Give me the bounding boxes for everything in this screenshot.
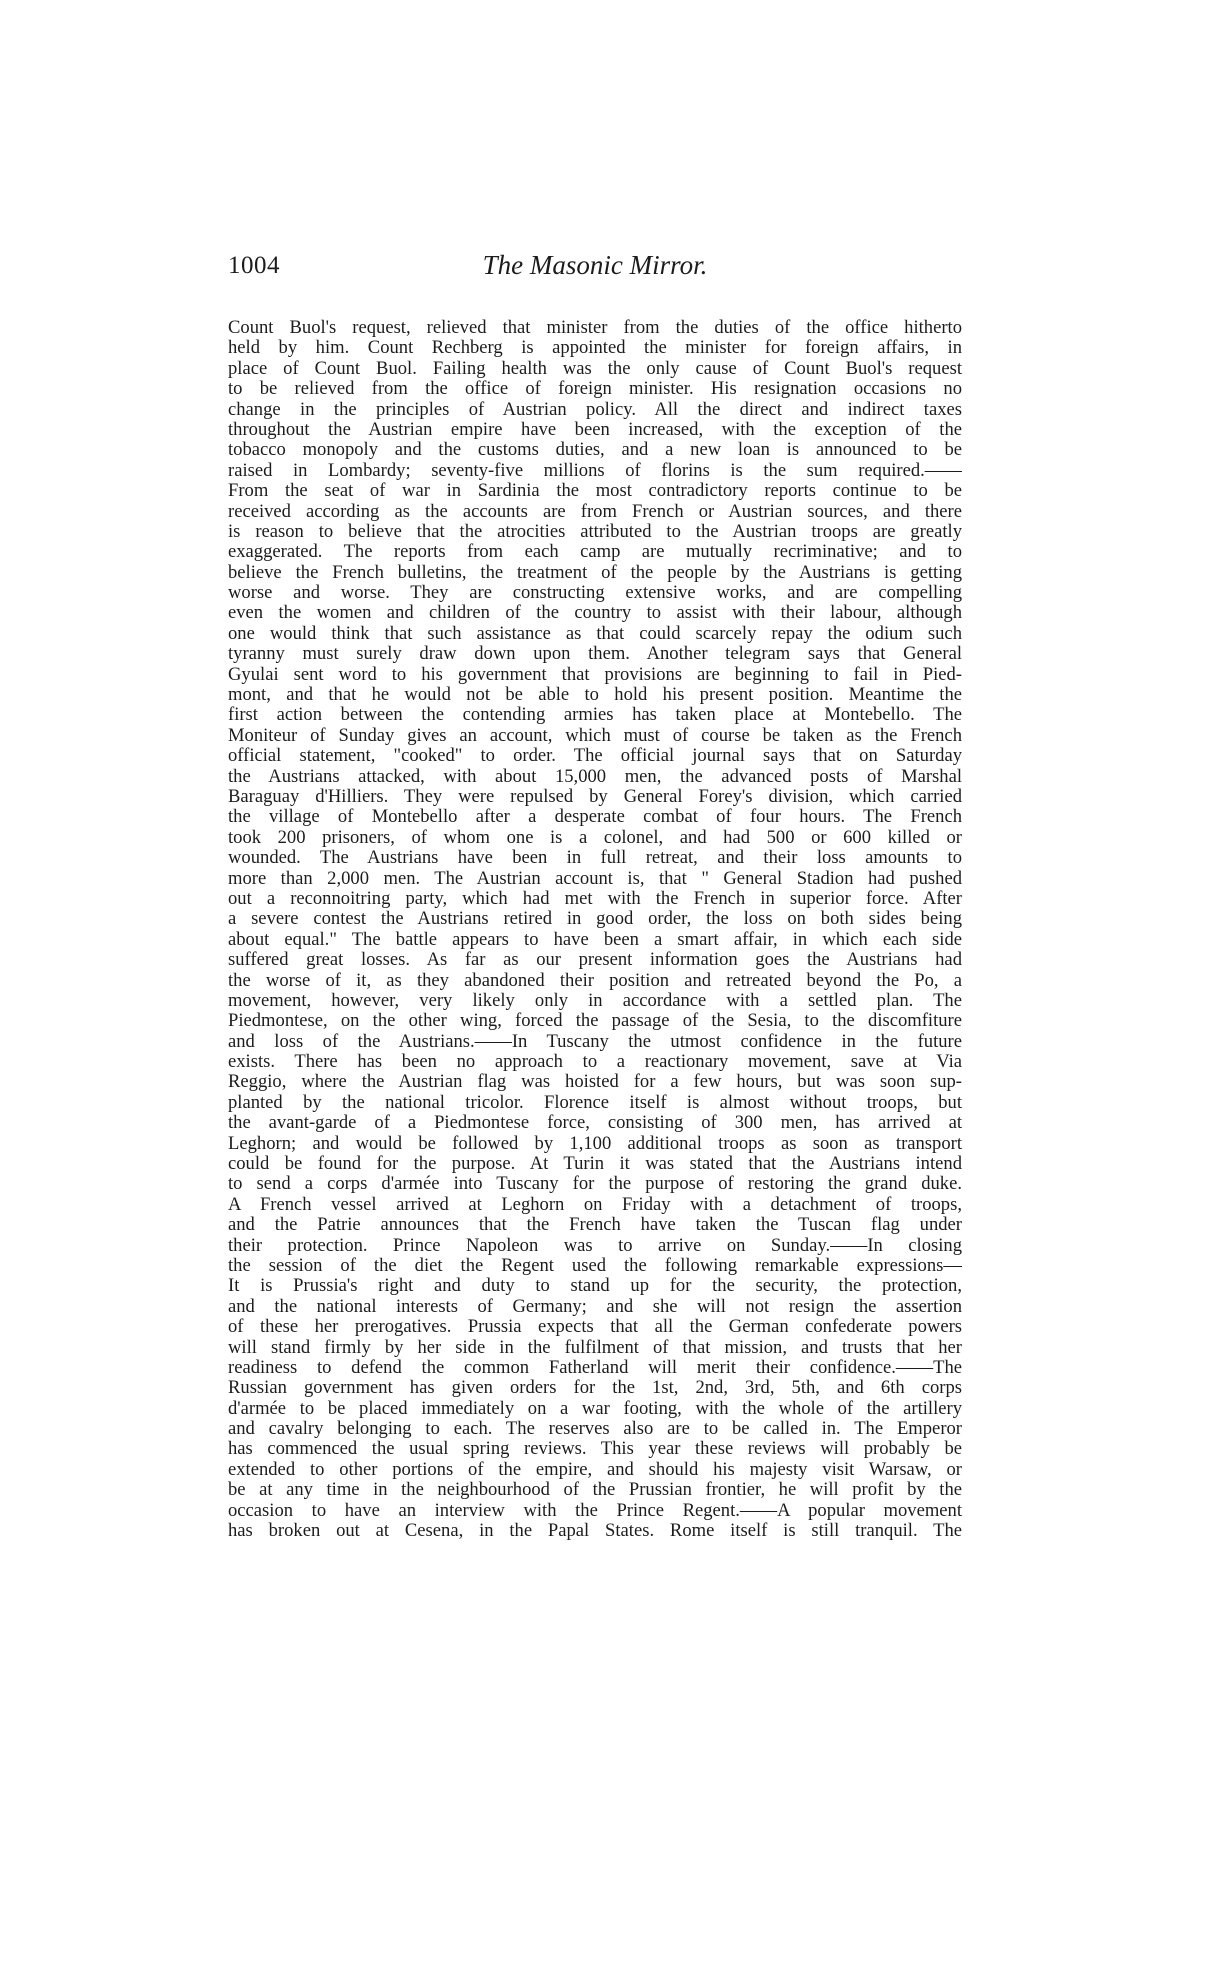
text-line: A French vessel arrived at Leghorn on Friday with a detachment of troops, <box>228 1193 962 1215</box>
text-line: a severe contest the Austrians retired in good order, the loss on both sides being <box>228 908 962 930</box>
text-line: of these her prerogatives. Prussia expects that all the German confederate powers <box>228 1316 962 1338</box>
text-line: mont, and that he would not be able to hold his present position. Meantime the <box>228 684 962 706</box>
text-line: extended to other portions of the empire, and should his majesty visit Warsaw, or <box>228 1458 962 1480</box>
text-line: out a reconnoitring party, which had met with the French in superior force. After <box>228 887 962 909</box>
text-line: Russian government has given orders for the 1st, 2nd, 3rd, 5th, and 6th corps <box>228 1377 962 1399</box>
text-line: throughout the Austrian empire have been increased, with the exception of the <box>228 418 962 440</box>
text-line: to send a corps d'armée into Tuscany for the purpose of restoring the grand duke. <box>228 1173 962 1195</box>
text-line: took 200 prisoners, of whom one is a colonel, and had 500 or 600 killed or <box>228 826 962 848</box>
text-line: to be relieved from the office of foreign minister. His resignation occasions no <box>228 378 962 400</box>
text-line: Baraguay d'Hilliers. They were repulsed by General Forey's division, which carried <box>228 785 962 807</box>
text-line: has broken out at Cesena, in the Papal States. Rome itself is still tranquil. The <box>228 1520 962 1542</box>
text-line: more than 2,000 men. The Austrian account is, that " General Stadion had pushed <box>228 867 962 889</box>
text-line: and the Patrie announces that the French have taken the Tuscan flag under <box>228 1214 962 1236</box>
body-text <box>228 318 962 1918</box>
text-line: Count Buol's request, relieved that minister from the duties of the office hitherto <box>228 318 962 338</box>
text-line: even the women and children of the country to assist with their labour, although <box>228 602 962 624</box>
text-line: place of Count Buol. Failing health was the only cause of Count Buol's request <box>228 357 962 379</box>
text-line: tyranny must surely draw down upon them. Another telegram says that General <box>228 643 962 665</box>
text-line: be at any time in the neighbourhood of the Prussian frontier, he will profit by the <box>228 1479 962 1501</box>
text-line: From the seat of war in Sardinia the most contradictory reports continue to be <box>228 480 962 502</box>
text-line: first action between the contending armies has taken place at Montebello. The <box>228 704 962 726</box>
page-number: 1004 <box>228 252 280 279</box>
text-line: worse and worse. They are constructing extensive works, and are compelling <box>228 582 962 604</box>
running-title: The Masonic Mirror. <box>482 250 708 280</box>
text-line: the village of Montebello after a desperate combat of four hours. The French <box>228 806 962 828</box>
text-line: occasion to have an interview with the Prince Regent.——A popular movement <box>228 1499 962 1521</box>
text-line: and cavalry belonging to each. The reserves also are to be called in. The Emperor <box>228 1418 962 1440</box>
text-line: one would think that such assistance as that could scarcely repay the odium such <box>228 622 962 644</box>
text-line: Piedmontese, on the other wing, forced the passage of the Sesia, to the discomfiture <box>228 1010 962 1032</box>
page-header <box>228 248 962 288</box>
text-line: is reason to believe that the atrocities attributed to the Austrian troops are greatly <box>228 520 962 542</box>
text-line: readiness to defend the common Fatherland will merit their confidence.——The <box>228 1356 962 1378</box>
text-line: movement, however, very likely only in accordance with a settled plan. The <box>228 989 962 1011</box>
text-line: tobacco monopoly and the customs duties, and a new loan is announced to be <box>228 439 962 461</box>
text-line: d'armée to be placed immediately on a war footing, with the whole of the artillery <box>228 1397 962 1419</box>
text-line: the Austrians attacked, with about 15,000 men, the advanced posts of Marshal <box>228 765 962 787</box>
text-line: has commenced the usual spring reviews. This year these reviews will probably be <box>228 1438 962 1460</box>
text-line: their protection. Prince Napoleon was to arrive on Sunday.——In closing <box>228 1234 962 1256</box>
text-line: will stand firmly by her side in the fulfilment of that mission, and trusts that her <box>228 1336 962 1358</box>
text-line: received according as the accounts are from French or Austrian sources, and there <box>228 500 962 522</box>
text-line: held by him. Count Rechberg is appointed the minister for foreign affairs, in <box>228 337 962 359</box>
text-line: the session of the diet the Regent used the following remarkable expressions— <box>228 1254 962 1276</box>
text-line: exists. There has been no approach to a reactionary movement, save at Via <box>228 1051 962 1073</box>
text-line: exaggerated. The reports from each camp are mutually recriminative; and to <box>228 541 962 563</box>
text-line: It is Prussia's right and duty to stand up for the security, the protection, <box>228 1275 962 1297</box>
text-line: suffered great losses. As far as our present information goes the Austrians had <box>228 949 962 971</box>
text-line: Leghorn; and would be followed by 1,100 additional troops as soon as transport <box>228 1132 962 1154</box>
text-line: official statement, "cooked" to order. The official journal says that on Saturday <box>228 745 962 767</box>
text-line: wounded. The Austrians have been in full retreat, and their loss amounts to <box>228 847 962 869</box>
text-line: could be found for the purpose. At Turin it was stated that the Austrians intend <box>228 1153 962 1175</box>
text-line: Reggio, where the Austrian flag was hoisted for a few hours, but was soon sup- <box>228 1071 962 1093</box>
text-line: raised in Lombardy; seventy-five millions of florins is the sum required.—— <box>228 459 962 481</box>
text-line: believe the French bulletins, the treatment of the people by the Austrians is getting <box>228 561 962 583</box>
text-line: planted by the national tricolor. Florence itself is almost without troops, but <box>228 1091 962 1113</box>
text-line: the worse of it, as they abandoned their position and retreated beyond the Po, a <box>228 969 962 991</box>
text-line: Moniteur of Sunday gives an account, which must of course be taken as the French <box>228 724 962 746</box>
text-line: change in the principles of Austrian policy. All the direct and indirect taxes <box>228 398 962 420</box>
text-line: and the national interests of Germany; and she will not resign the assertion <box>228 1295 962 1317</box>
text-line: the avant-garde of a Piedmontese force, consisting of 300 men, has arrived at <box>228 1112 962 1134</box>
text-line: and loss of the Austrians.——In Tuscany the utmost confidence in the future <box>228 1030 962 1052</box>
text-line: Gyulai sent word to his government that provisions are beginning to fail in Pied- <box>228 663 962 685</box>
text-line: about equal." The battle appears to have been a smart affair, in which each side <box>228 928 962 950</box>
